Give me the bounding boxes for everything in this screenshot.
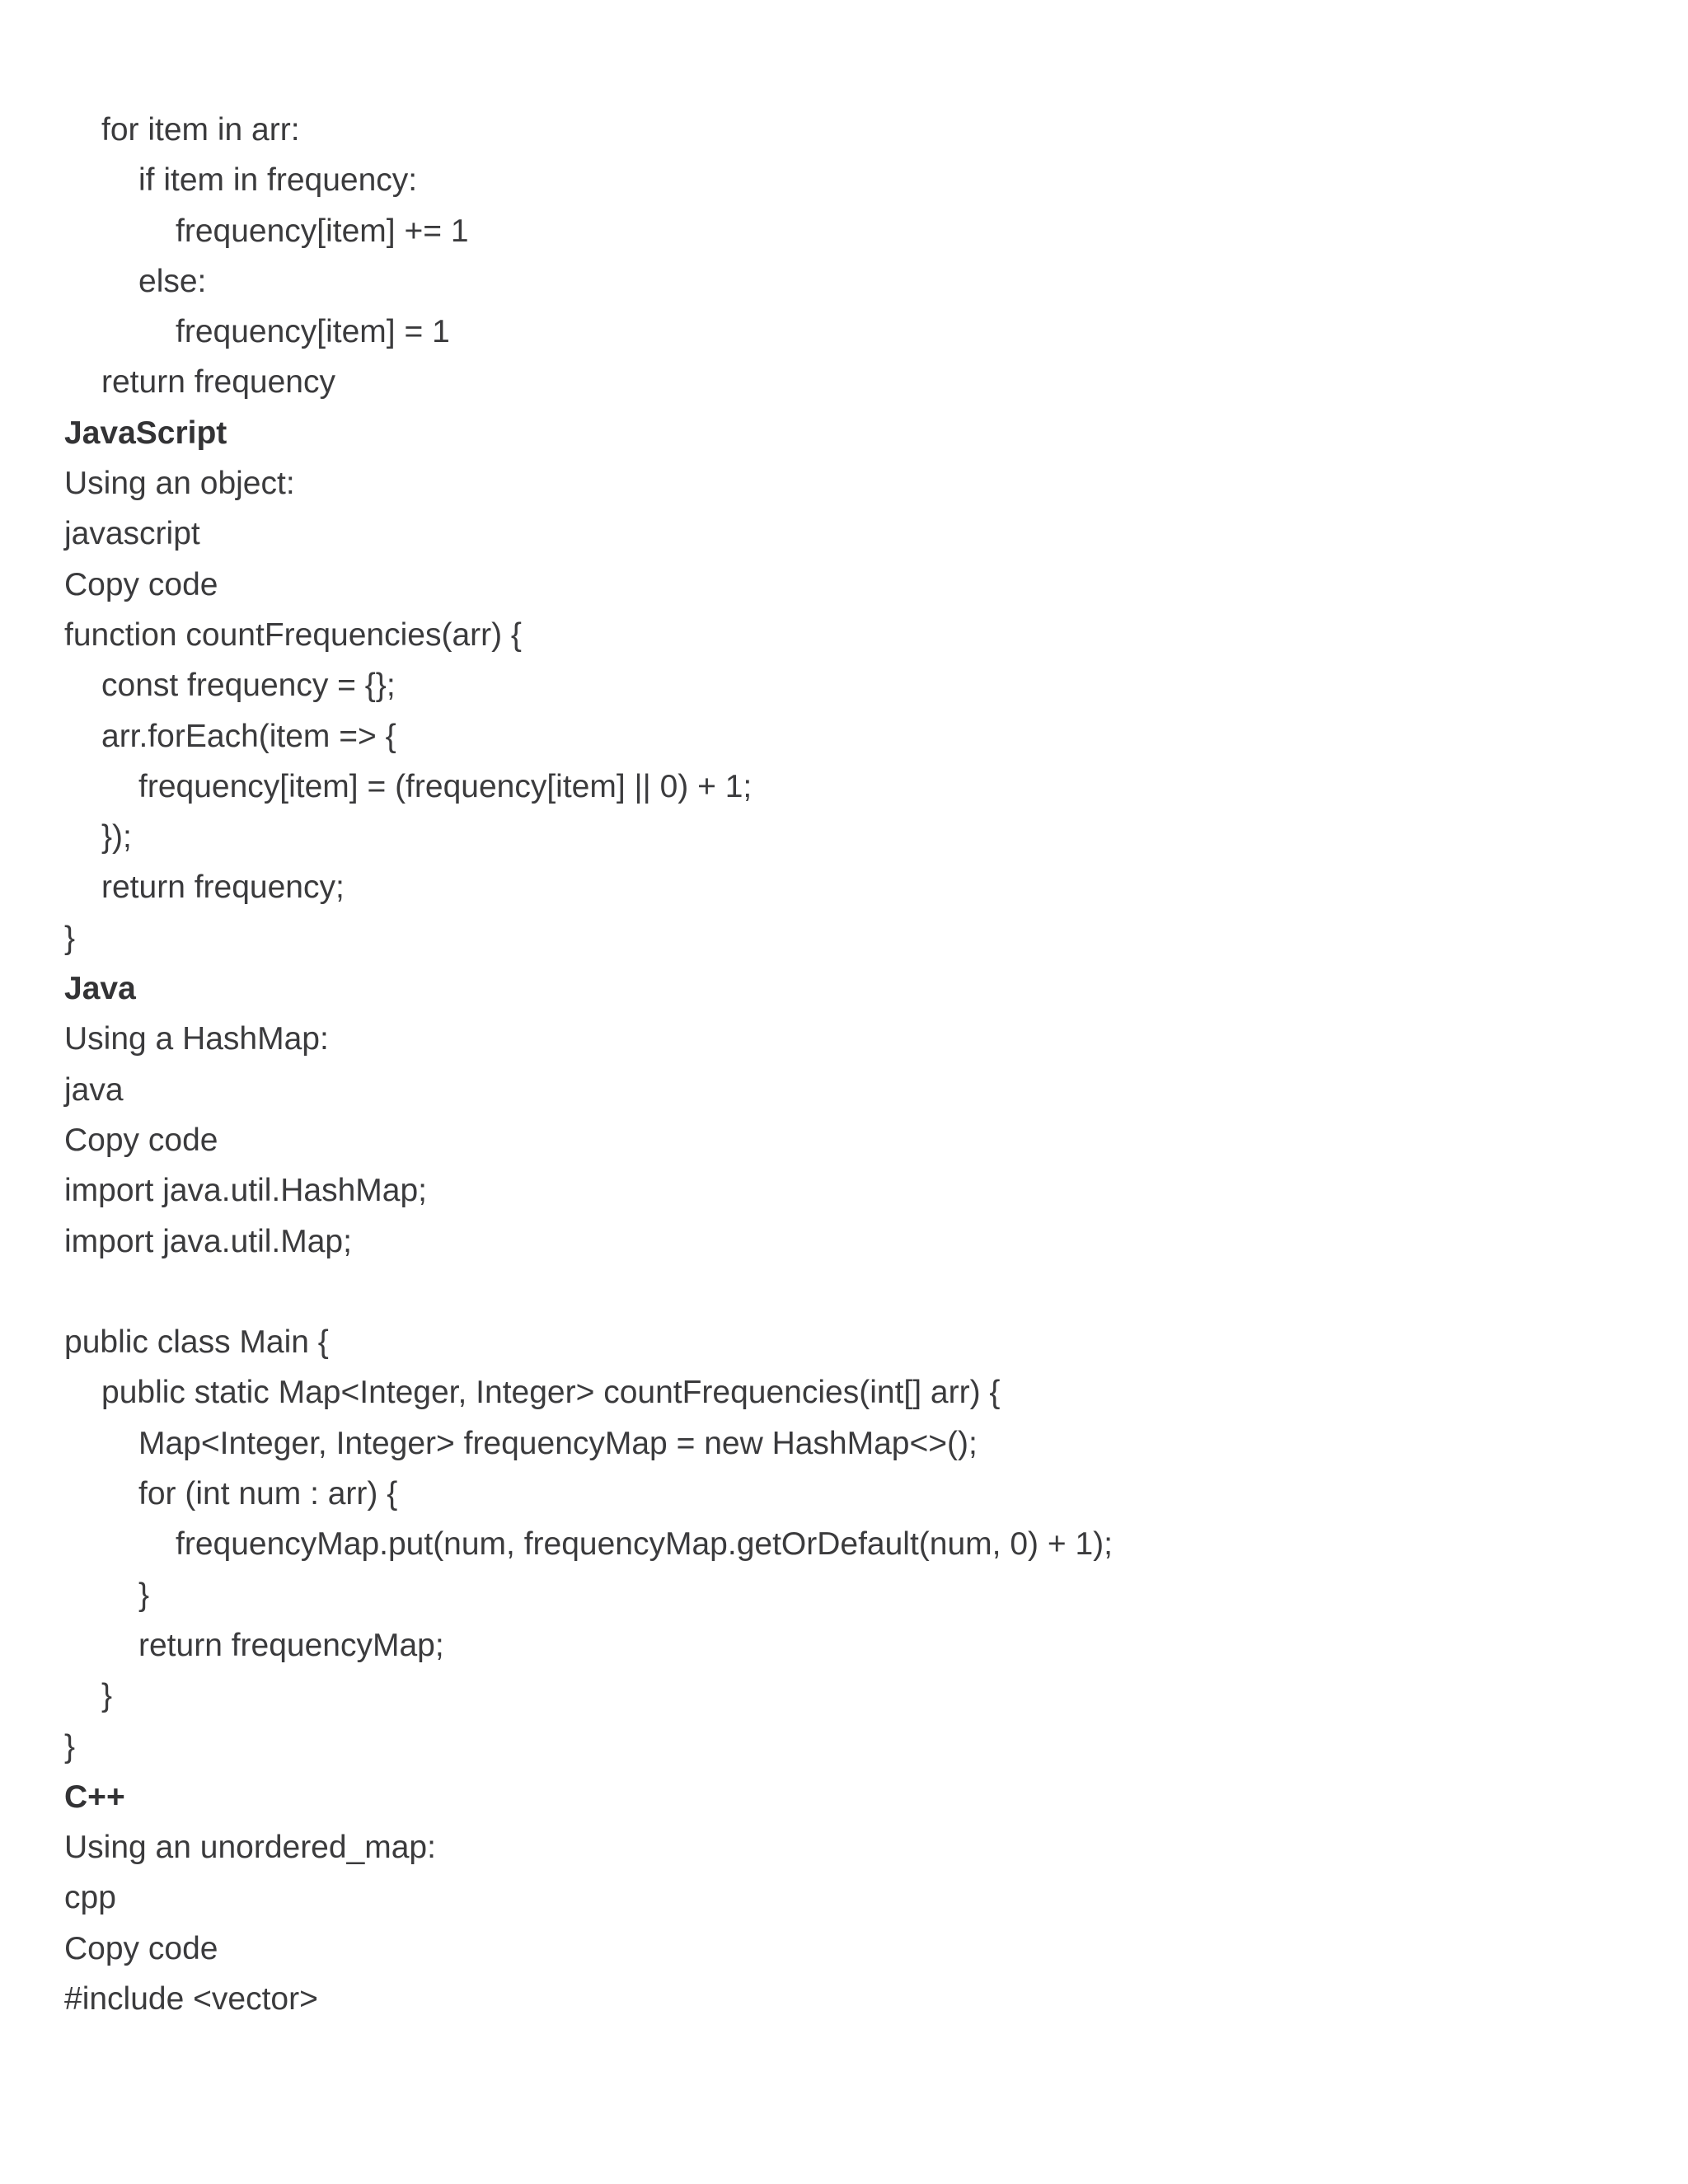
code-language-label: java xyxy=(64,1071,124,1108)
code-line: public static Map<Integer, Integer> countFrequencies(int[] arr) { xyxy=(101,1375,1001,1411)
section-intro: Using an unordered_map: xyxy=(64,1830,436,1866)
code-language-label: cpp xyxy=(64,1880,116,1916)
code-line: }); xyxy=(101,819,132,855)
code-line: public class Main { xyxy=(64,1324,329,1361)
section-intro: Using an object: xyxy=(64,466,295,502)
copy-code-button[interactable]: Copy code xyxy=(64,566,218,602)
code-line: } xyxy=(101,1678,113,1714)
code-line: return frequencyMap; xyxy=(138,1627,444,1663)
code-language-label: javascript xyxy=(64,516,200,552)
section-heading-javascript: JavaScript xyxy=(64,415,227,451)
code-line: frequencyMap.put(num, frequencyMap.getOrDefault(num, 0) + 1); xyxy=(176,1526,1113,1563)
code-line: } xyxy=(138,1577,150,1613)
code-line: return frequency xyxy=(101,364,335,401)
code-line: frequency[item] += 1 xyxy=(176,213,469,249)
code-line: frequency[item] = (frequency[item] || 0) + 1; xyxy=(138,768,753,804)
code-line: else: xyxy=(138,263,207,299)
section-heading-java: Java xyxy=(64,971,136,1007)
code-line: arr.forEach(item => { xyxy=(101,718,396,754)
document-body xyxy=(64,105,1647,2024)
section-intro: Using a HashMap: xyxy=(64,1021,329,1057)
section-heading-cpp: C++ xyxy=(64,1779,125,1815)
code-line: for item in arr: xyxy=(101,112,300,148)
code-line: const frequency = {}; xyxy=(101,668,396,704)
code-line: } xyxy=(64,920,76,956)
code-line: Map<Integer, Integer> frequencyMap = new HashMap<>(); xyxy=(138,1425,978,1461)
blank-line xyxy=(64,1267,1647,1317)
code-line: return frequency; xyxy=(101,869,345,906)
code-line: } xyxy=(64,1728,76,1765)
code-line: if item in frequency: xyxy=(138,162,418,199)
copy-code-button[interactable]: Copy code xyxy=(64,1122,218,1158)
code-line: import java.util.Map; xyxy=(64,1223,352,1259)
code-line: #include <vector> xyxy=(64,1980,318,2017)
code-line: for (int num : arr) { xyxy=(138,1476,398,1512)
code-line: import java.util.HashMap; xyxy=(64,1173,428,1209)
copy-code-button[interactable]: Copy code xyxy=(64,1930,218,1966)
code-line: function countFrequencies(arr) { xyxy=(64,616,522,653)
code-line: frequency[item] = 1 xyxy=(176,314,450,350)
